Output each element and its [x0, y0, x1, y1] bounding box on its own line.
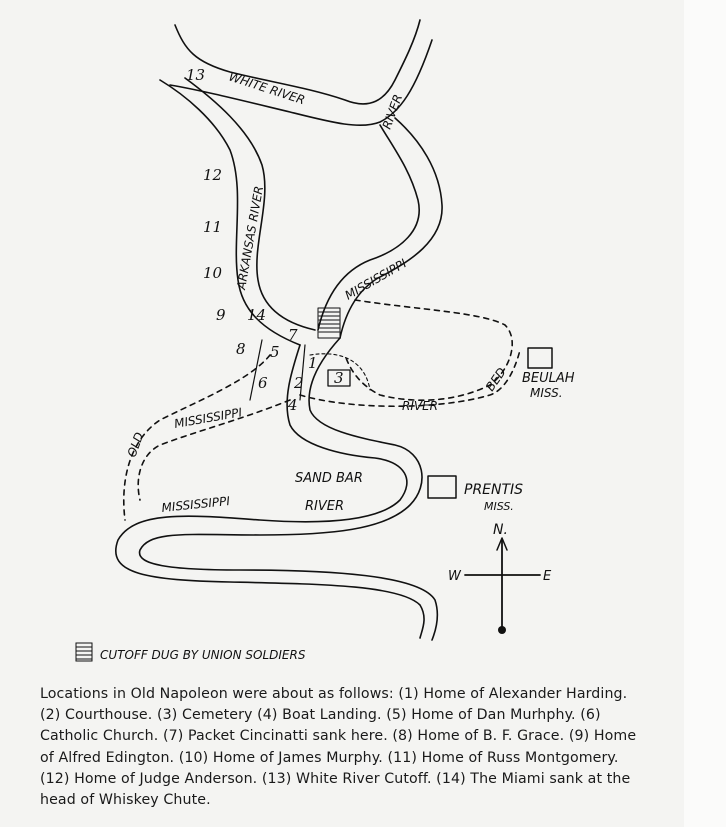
compass-e: E: [543, 569, 552, 584]
old-mississippi-bank-west: [124, 355, 270, 520]
location-4: 4: [288, 396, 298, 414]
prentis-box: [428, 476, 456, 498]
label-beulah: BEULAH: [522, 371, 575, 386]
legend-swatch: [76, 643, 92, 661]
label-white-river: WHITE RIVER: [227, 69, 307, 108]
label-bed: BED: [482, 365, 509, 394]
label-mississippi-lower: MISSISSIPPI: [160, 493, 231, 515]
channel-bank-east: [140, 338, 438, 640]
label-beulah-state: MISS.: [530, 386, 563, 400]
channel-bank-west: [116, 345, 424, 638]
compass-w: W: [448, 569, 461, 584]
arkansas-river-bank-west: [160, 80, 300, 345]
label-river-right: RIVER: [379, 92, 406, 132]
location-3: 3: [334, 369, 344, 387]
upper-mississippi-bank-west: [318, 125, 419, 330]
page-edge: [684, 0, 726, 827]
upper-mississippi-bank-east: [340, 118, 442, 338]
location-1: 1: [308, 354, 318, 372]
label-mississippi-upper: MISSISSIPPI: [342, 256, 409, 303]
label-old-mississippi: MISSISSIPPI: [173, 405, 244, 431]
label-river-lower: RIVER: [305, 499, 345, 514]
location-8: 8: [236, 340, 246, 358]
beulah-box: [528, 348, 552, 368]
location-14: 14: [247, 306, 267, 324]
label-prentis-state: MISS.: [484, 500, 514, 513]
location-13: 13: [186, 66, 206, 84]
label-sand-bar: SAND BAR: [295, 471, 363, 486]
compass-n: N.: [493, 522, 508, 538]
location-9: 9: [216, 306, 226, 324]
location-6: 6: [258, 374, 268, 392]
label-river-bed: RIVER: [402, 399, 439, 413]
location-7: 7: [288, 326, 298, 344]
old-river-bed-south: [300, 350, 520, 406]
compass-base: [498, 626, 506, 634]
label-old: OLD: [124, 430, 147, 460]
location-10: 10: [203, 264, 223, 282]
label-prentis: PRENTIS: [464, 482, 524, 498]
location-2: 2: [294, 374, 304, 392]
label-arkansas-river: ARKANSAS RIVER: [234, 184, 267, 291]
legend-text: CUTOFF DUG BY UNION SOLDIERS: [100, 648, 306, 662]
map-caption: Locations in Old Napoleon were about as follows: (1) Home of Alexander Harding. (2) Courthouse. (3) Cemetery (4) Boat Landing. (5) Home of Dan Murhphy. (6) Catholic Church. (7) Packet Cincinatti sank here. (8) Home of B. F. Grace. (9) Home of Alfred Edington. (10) Home of James Murphy. (11) Home of Russ Montgomery. (12) Home of Judge Anderson. (13) White River Cutoff. (14) The Miami sank at the head of Whiskey Chute.: [40, 686, 637, 809]
location-12: 12: [203, 166, 223, 184]
location-11: 11: [203, 218, 223, 236]
location-5: 5: [270, 343, 280, 361]
